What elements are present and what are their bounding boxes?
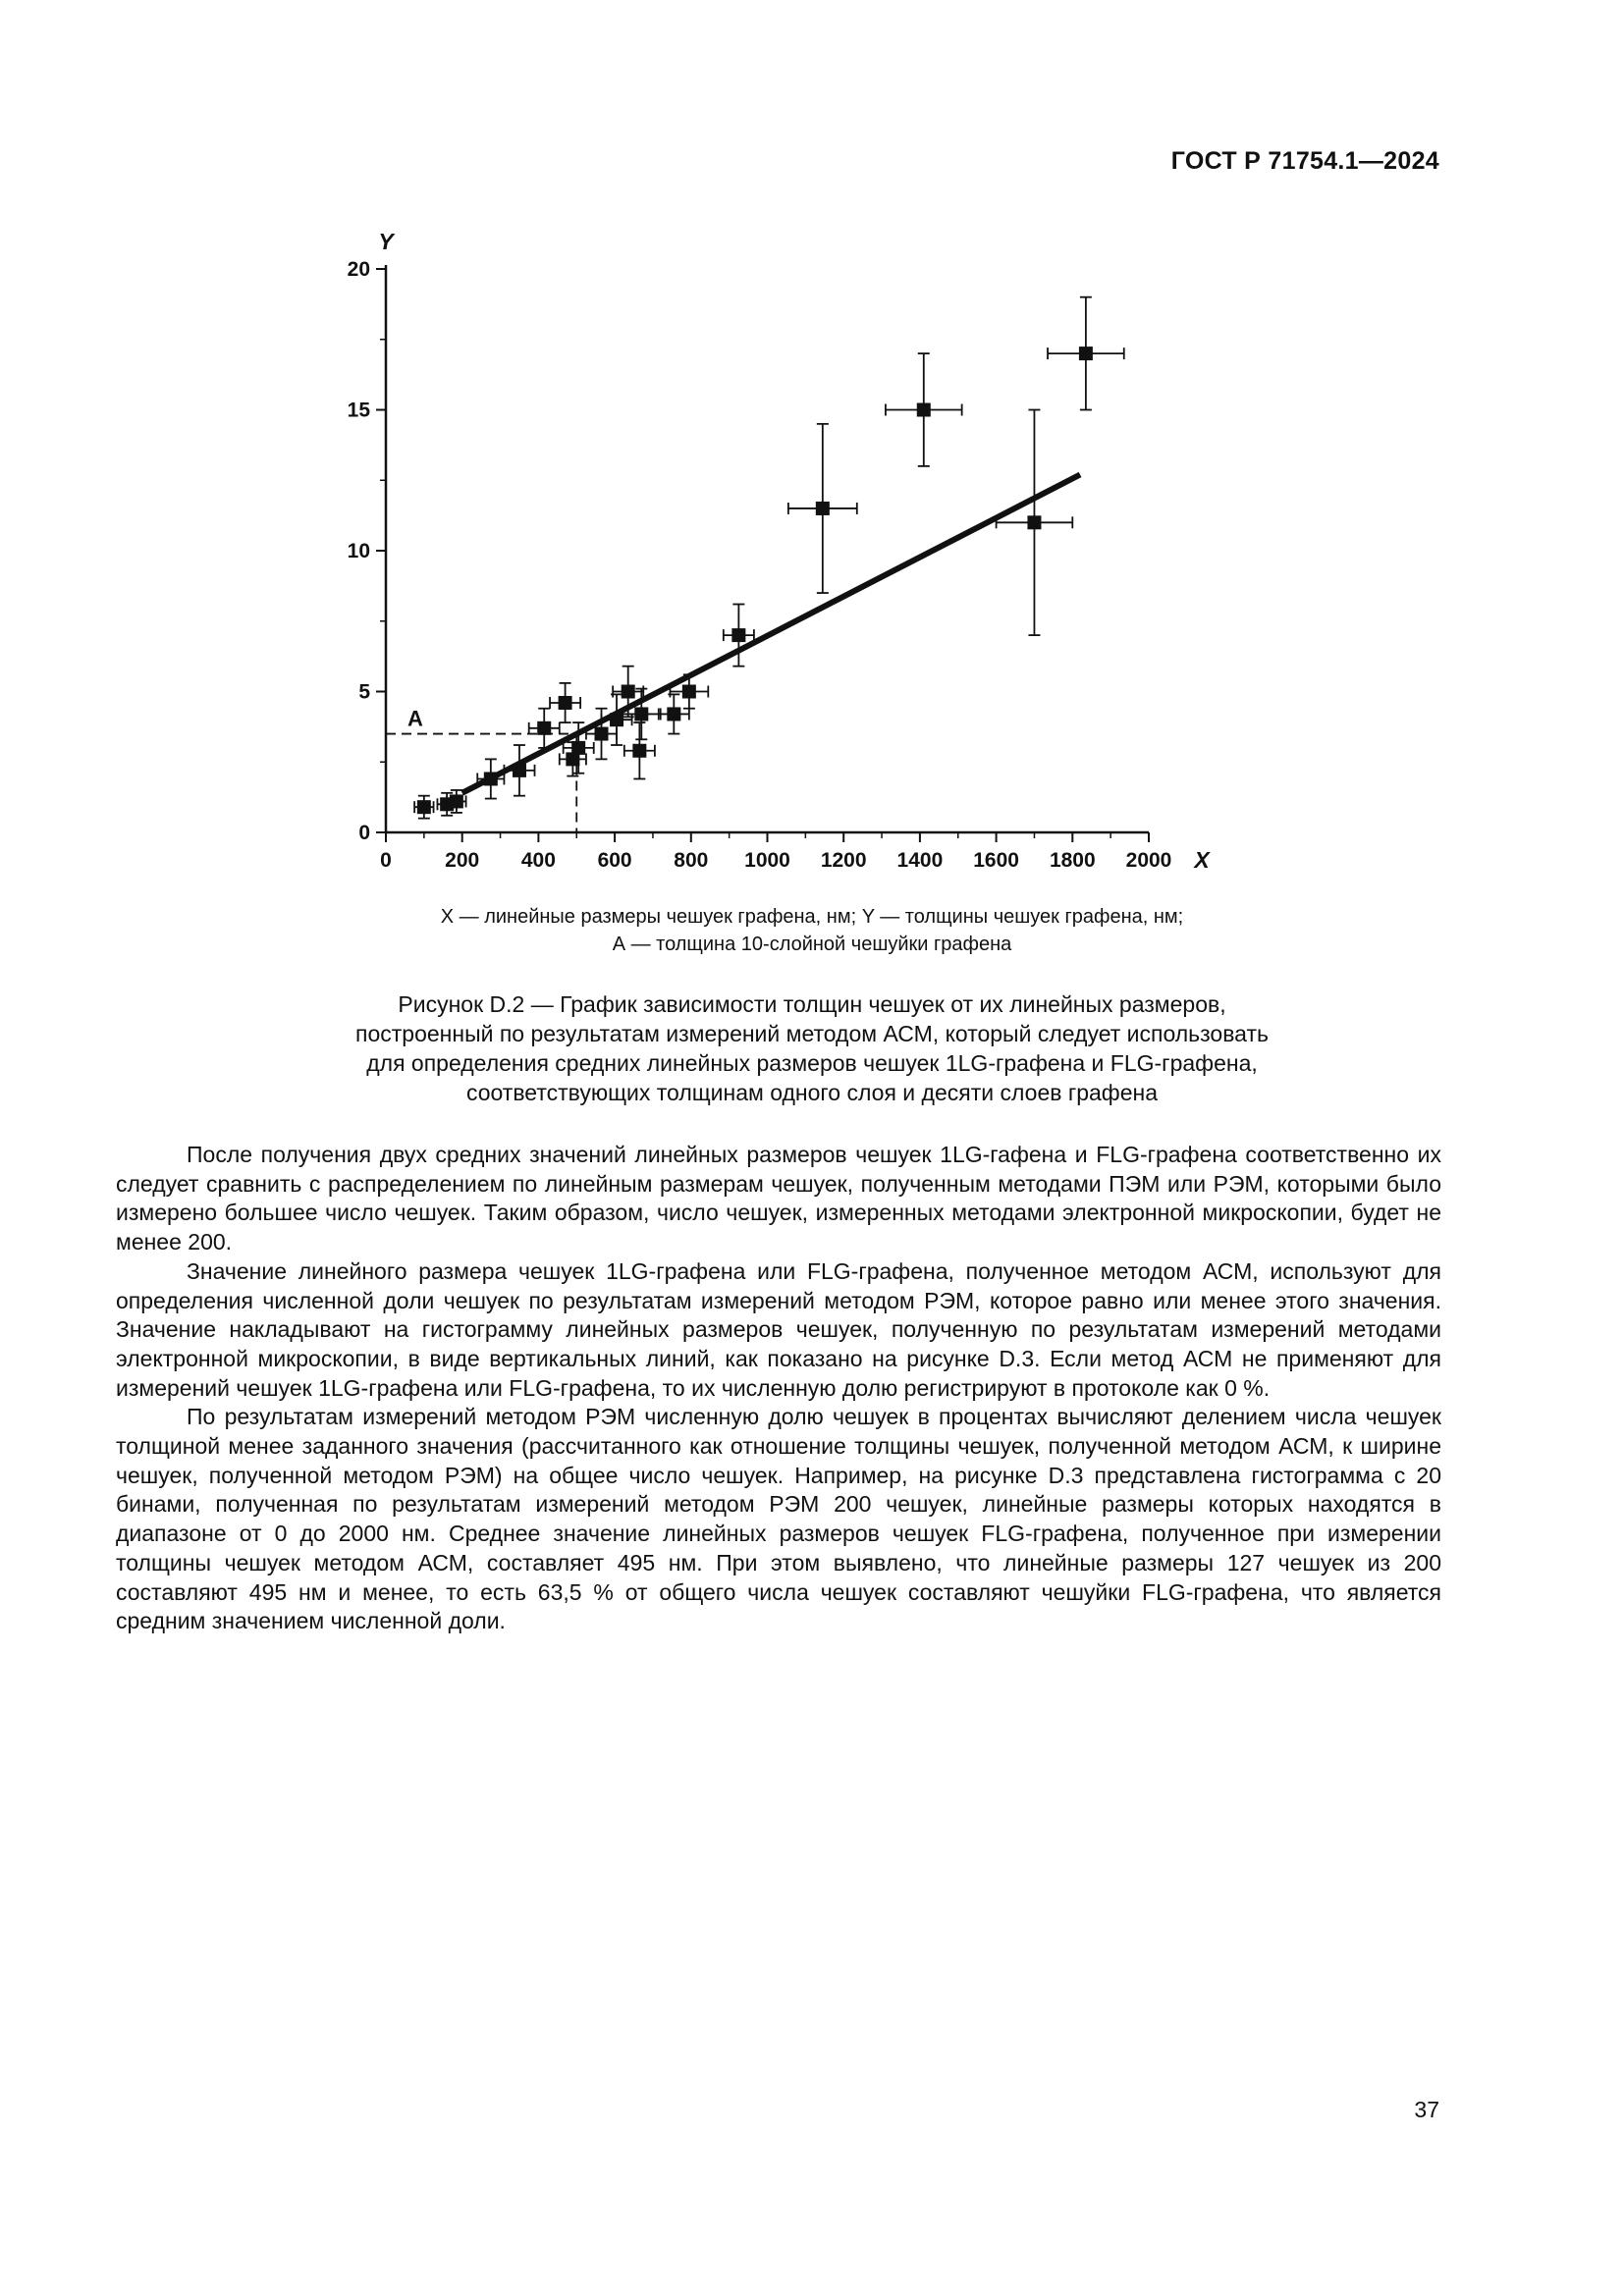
- data-point-marker: [595, 727, 609, 741]
- caption-line-1: Рисунок D.2 — График зависимости толщин чешуек от их линейных размеров,: [398, 991, 1226, 1017]
- y-tick-label: 0: [358, 822, 370, 844]
- data-point-marker: [450, 794, 463, 808]
- body-text: [116, 1141, 1441, 1636]
- data-point-marker: [682, 685, 696, 699]
- caption-line-3: для определения средних линейных размеров чешуек 1LG-графена и FLG-графена,: [366, 1050, 1258, 1076]
- fit-line: [462, 475, 1080, 793]
- paragraph-3: По результатам измерений методом РЭМ численную долю чешуек в процентах вычисляют делением числа чешуек толщиной менее заданного значения (рассчитанного как отношение толщины чешуек, полученной методом АСМ, к ширине чешуек, полученной методом РЭМ) на общее число чешуек. Например, на рисунке D.3 представлена гистограмма с 20 бинами, полученная по результатам измерений методом РЭМ 200 чешуек, линейные размеры которых находятся в диапазоне от 0 до 2000 нм. Среднее значение линейных размеров чешуек FLG-графена, полученное при измерении толщины чешуек методом АСМ, составляет 495 нм. При этом выявлено, что линейные размеры 127 чешуек из 200 составляют 495 нм и менее, то есть 63,5 % от общего числа чешуек составляют чешуйки FLG-графена, что является средним значением численной доли.: [116, 1404, 1441, 1634]
- x-tick-label: 1200: [820, 849, 867, 872]
- x-axis-label: X: [1194, 847, 1210, 873]
- figure-legend: [0, 903, 1624, 958]
- x-tick-label: 400: [520, 849, 556, 872]
- data-point-marker: [667, 707, 680, 721]
- annotation-label: А: [407, 706, 423, 731]
- data-point-marker: [1079, 347, 1093, 360]
- x-tick-label: 1000: [744, 849, 790, 872]
- x-tick-label: 2000: [1125, 849, 1172, 872]
- paragraph-2: Значение линейного размера чешуек 1LG-графена или FLG-графена, полученное методом АСМ, используют для определения численной доли чешуек по результатам измерений методом РЭМ, которое равно или менее этого значения. Значение накладывают на гистограмму линейных размеров чешуек, полученную по результатам измерений методами электронной микроскопии, в виде вертикальных линий, как показано на рисунке D.3. Если метод АСМ не применяют для измерений чешуек 1LG-графена или FLG-графена, то их численную долю регистрируют в протоколе как 0 %.: [116, 1257, 1441, 1401]
- page-number: 37: [1414, 2097, 1439, 2122]
- figure-caption: [0, 989, 1624, 1107]
- document-header: ГОСТ Р 71754.1—2024: [1170, 147, 1439, 175]
- x-tick-label: 800: [674, 849, 709, 872]
- x-tick-label: 1800: [1049, 849, 1096, 872]
- legend-line-1: X — линейные размеры чешуек графена, нм; Y — толщины чешуек графена, нм;: [440, 906, 1184, 928]
- data-point-marker: [537, 721, 551, 735]
- data-point-marker: [1027, 515, 1041, 529]
- data-point-marker: [632, 744, 646, 758]
- y-tick-label: 5: [358, 680, 370, 704]
- data-point-marker: [417, 800, 431, 814]
- data-point-marker: [634, 707, 648, 721]
- data-point-marker: [917, 403, 931, 417]
- x-tick-label: 1400: [896, 849, 944, 872]
- thickness-vs-size-chart: [0, 0, 1624, 893]
- x-tick-label: 1600: [973, 849, 1019, 872]
- legend-line-2: А — толщина 10-слойной чешуйки графена: [612, 934, 1012, 955]
- caption-line-2: построенный по результатам измерений методом АСМ, который следует использовать: [355, 1021, 1269, 1046]
- y-tick-label: 10: [347, 540, 370, 562]
- y-tick-label: 15: [347, 399, 370, 422]
- data-point-marker: [571, 741, 585, 755]
- data-point-marker: [622, 685, 635, 699]
- x-tick-label: 200: [445, 849, 480, 872]
- x-tick-label: 600: [597, 849, 632, 872]
- y-tick-label: 20: [347, 258, 370, 281]
- caption-line-4: соответствующих толщинам одного слоя и десяти слоев графена: [465, 1080, 1159, 1105]
- y-axis-label: Y: [378, 229, 394, 254]
- data-point-marker: [559, 696, 572, 710]
- x-tick-label: 0: [380, 849, 392, 872]
- data-point-marker: [816, 502, 830, 515]
- data-point-marker: [731, 628, 745, 642]
- paragraph-1: После получения двух средних значений линейных размеров чешуек 1LG-гафена и FLG-графена соответственно их следует сравнить с распределением по линейным размерам чешуек, полученным методами ПЭМ или РЭМ, которыми было измерено большее число чешуек. Таким образом, число чешуек, измеренных методами электронной микроскопии, будет не менее 200.: [116, 1142, 1441, 1255]
